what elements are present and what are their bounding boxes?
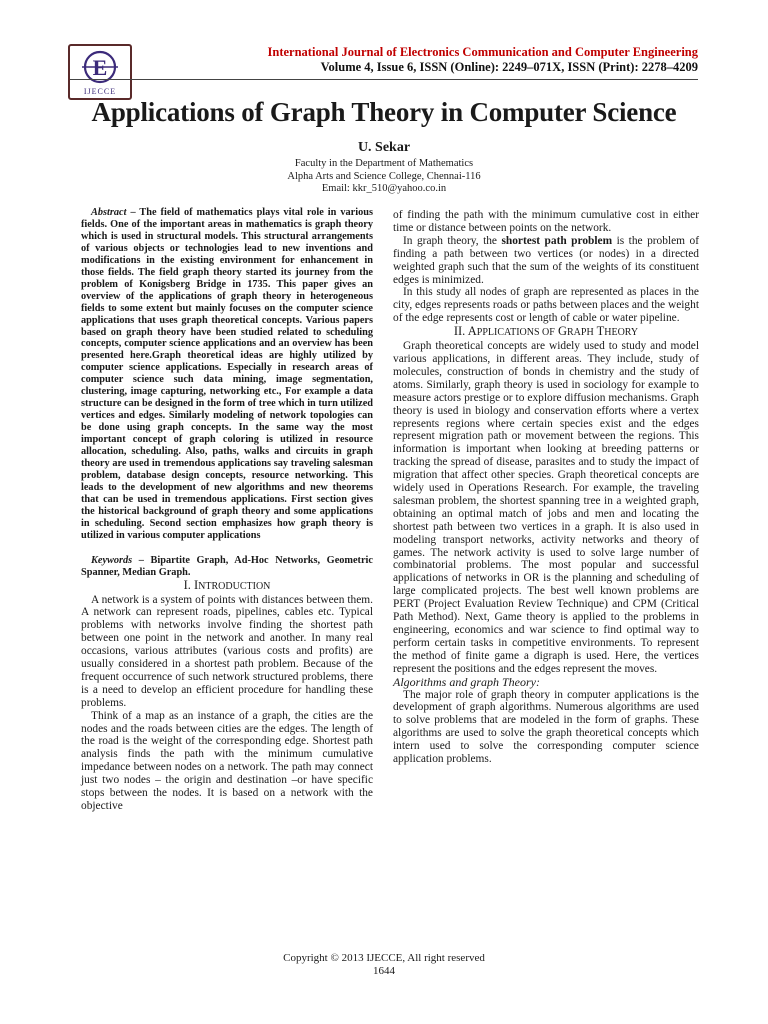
paragraph: In this study all nodes of graph are represented as places in the city, edges represents roads or paths between places and the weight of the edge represents cost or length of cable or water pipeline. <box>393 286 699 325</box>
logo-text: IJECCE <box>83 87 117 96</box>
paragraph: The major role of graph theory in computer applications is the development of graph algorithms. Numerous algorithms are used to solve problems that are modeled in the form of graphs. These algorithms are used to solve the graph theoretical concepts which intern used to solve the corresponding computer science application problems. <box>393 688 699 766</box>
keywords <box>81 555 373 579</box>
section-heading-introduction: I. INTRODUCTION <box>183 577 271 592</box>
page-number: 1644 <box>373 965 395 977</box>
author-email: Email: kkr_510@yahoo.co.in <box>321 183 447 194</box>
author-name: U. Sekar <box>357 140 411 155</box>
section-heading-applications: II. APPLICATIONS OF GRAPH THEORY <box>453 324 639 339</box>
journal-header <box>178 45 698 75</box>
paragraph: In graph theory, the shortest path problem is the problem of finding a path between two vertices (or nodes) in a directed weighted graph such that the sum of the weights of its constituent edges is minimized. <box>393 234 699 286</box>
keywords-text: – Bipartite Graph, Ad-Hoc Networks, Geometric Spanner, Median Graph. <box>81 554 373 578</box>
abstract <box>81 207 373 542</box>
subheading: Algorithms and graph Theory: <box>393 674 540 689</box>
svg-text:E: E <box>92 55 108 80</box>
paragraph: Think of a map as an instance of a graph, the cities are the nodes and the roads between cities are the edges. The length of the road is the weight of the corresponding edge. Shortest path analysis finds the path with the minimum cumulative impedance between nodes on a network. The path may connect just two nodes – the origin and destination –or have specific stops between the nodes. It is based on a network with the objective <box>81 709 373 812</box>
author-affiliation <box>0 158 768 196</box>
page-footer <box>0 952 768 978</box>
paragraph: of finding the path with the minimum cumulative cost in either time or distance between points on the network. <box>393 209 699 234</box>
bold-term: shortest path problem <box>501 234 613 247</box>
right-column <box>393 209 699 766</box>
copyright: Copyright © 2013 IJECCE, All right reserved <box>283 952 485 964</box>
paragraph: A network is a system of points with distances between them. A network can represent roads, pipelines, cables etc. Typical problems with networks involve finding the shortest path between one point in the network and another. In many real occasions, various attributes (various costs and profits) are usually considered in a shortest path problem. Because of the frequent occurrence of such network structured problems, there is a need to develop an efficient procedure for handling these problems. <box>81 593 373 709</box>
header-rule <box>70 79 698 80</box>
paper-title: Applications of Graph Theory in Computer Science <box>91 97 677 127</box>
journal-name: International Journal of Electronics Communication and Computer Engineering <box>267 45 698 59</box>
affiliation-line: Faculty in the Department of Mathematics <box>294 158 474 169</box>
left-column <box>81 207 373 813</box>
journal-volume: Volume 4, Issue 6, ISSN (Online): 2249–071X, ISSN (Print): 2278–4209 <box>320 60 698 74</box>
abstract-label: Abstract <box>91 207 127 218</box>
abstract-text: – The field of mathematics plays vital role in various fields. One of the important areas in mathematics is graph theory which is used in structural models. This structural arrangements of various objects or technologies lead to new inventions and modifications in the existing environment for enhancement in those fields. The field graph theory started its journey from the problem of Konigsberg Bridge in 1735. This paper gives an overview of the applications of graph theory in heterogeneous fields to some extent but mainly focuses on the computer science applications that uses graph theoretical concepts. Various papers based on graph theory have been studied related to scheduling concepts, computer science applications and an overview has been presented here.Graph theoretical ideas are highly utilized by computer science applications. Especially in research areas of computer science such data mining, image segmentation, clustering, image capturing, networking etc., For example a data structure can be designed in the form of tree which in turn utilized vertices and edges. Similarly modeling of network topologies can be done using graph concepts. In the same way the most important concept of graph coloring is utilized in resource allocation, scheduling. Also, paths, walks and circuits in graph theory are used in tremendous applications say traveling salesman problem, database design concepts, resource networking. This leads to the development of new algorithms and new theorems that can be used in tremendous applications. First section gives the historical background of graph theory and some applications in scheduling. Second section emphasizes how graph theory is utilized in various computer applications <box>81 207 373 541</box>
affiliation-line: Alpha Arts and Science College, Chennai-116 <box>287 170 481 182</box>
journal-logo <box>68 44 132 100</box>
paragraph: Graph theoretical concepts are widely used to study and model various applications, in different areas. They include, study of molecules, construction of bonds in chemistry and the study of atoms. Similarly, graph theory is used in sociology for example to measure actors prestige or to explore diffusion mechanisms. Graph theory is used in biology and conservation efforts where a vertex represents regions where certain species exist and the edges represent migration path or movement between the regions. This information is important when looking at breeding patterns or tracking the spread of disease, parasites and to study the impact of migration that affect other species. Graph theoretical concepts are widely used in Operations Research. For example, the traveling salesman problem, the shortest spanning tree in a weighted graph, obtaining an optimal match of jobs and men and locating the shortest path between two vertices in a graph. It is also used in modeling transport networks, activity networks and theory of games. The network activity is used to solve large number of combinatorial problems. The most popular and successful applications of networks in OR is the planning and scheduling of large complicated projects. The best well known problems are PERT (Project Evaluation Review Technique) and CPM (Critical Path Method). Next, Game theory is applied to the problems in engineering, economics and war science to find optimal way to perform certain tasks in competitive environments. To represent the method of finite game a digraph is used. Here, the vertices represent the positions and the edges represent the moves. <box>393 340 699 675</box>
logo-emblem-icon <box>70 46 130 90</box>
keywords-label: Keywords <box>91 554 133 566</box>
